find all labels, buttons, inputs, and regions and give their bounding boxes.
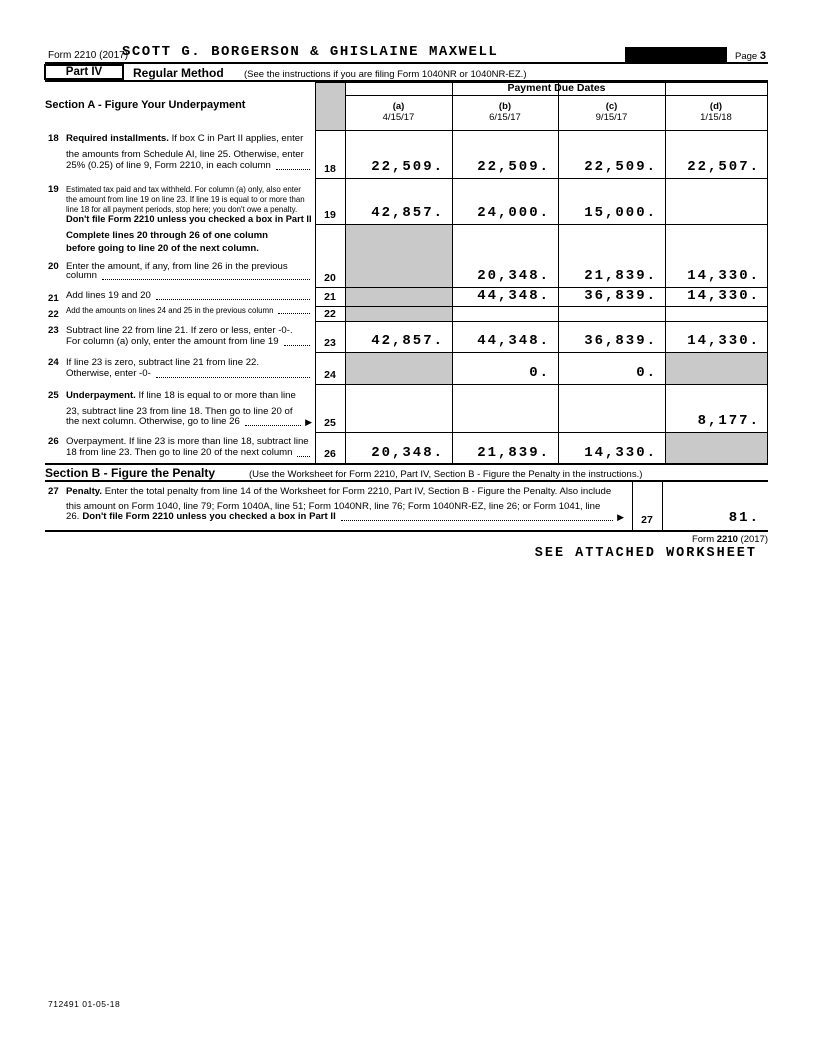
line24-value-b: 0. bbox=[529, 365, 550, 381]
part4-title: Regular Method bbox=[133, 66, 224, 80]
line25-num: 25 bbox=[48, 390, 59, 401]
col-d-letter: (d) bbox=[709, 101, 723, 112]
divider-section-b-top bbox=[45, 463, 768, 465]
line26-value-c: 14,330. bbox=[584, 445, 657, 461]
part4-note: (See the instructions if you are filing Form 1040NR or 1040NR-EZ.) bbox=[244, 69, 527, 80]
line26-label-2: 18 from line 23. Then go to line 20 of the next column bbox=[66, 447, 312, 458]
line24-label-2: Otherwise, enter -0- bbox=[66, 368, 312, 379]
line27-rownum: 27 bbox=[641, 514, 653, 526]
line26-value-a: 20,348. bbox=[371, 445, 444, 461]
line25-rownum: 25 bbox=[324, 417, 336, 429]
line19-label-1: Estimated tax paid and tax withheld. For column (a) only, also enter bbox=[66, 185, 301, 194]
dotted-leader bbox=[278, 305, 310, 314]
line27-label-1: Penalty. Enter the total penalty from line 14 of the Worksheet for Form 2210, Part IV, Section B - Figure the Penalty. Also include bbox=[66, 486, 612, 497]
col-a-letter: (a) bbox=[392, 101, 405, 112]
line20-label-1: Enter the amount, if any, from line 26 in the previous bbox=[66, 261, 288, 272]
line19-value-c: 15,000. bbox=[584, 205, 657, 221]
divider-section-b-bottom bbox=[45, 480, 768, 482]
divider-line27-bottom bbox=[45, 530, 768, 532]
line25-value-d: 8,177. bbox=[697, 413, 760, 429]
line20-value-b: 20,348. bbox=[477, 268, 550, 284]
line20-value-c: 21,839. bbox=[584, 268, 657, 284]
line27-label-2: this amount on Form 1040, line 79; Form 1040A, line 51; Form 1040NR, line 76; Form 1040NR-EZ, line 26; or Form 1041, line bbox=[66, 501, 601, 512]
section-b-note: (Use the Worksheet for Form 2210, Part IV, Section B - Figure the Penalty in the instructions.) bbox=[249, 469, 643, 480]
dotted-leader bbox=[297, 448, 310, 457]
line25-label-2: 23, subtract line 23 from line 18. Then go to line 20 of bbox=[66, 406, 293, 417]
section-a-title: Section A - Figure Your Underpayment bbox=[45, 99, 246, 111]
line24-rownum: 24 bbox=[324, 369, 336, 381]
form-number-label: Form 2210 (2017) bbox=[48, 50, 129, 61]
dotted-leader bbox=[102, 271, 310, 280]
line23-value-d: 14,330. bbox=[687, 333, 760, 349]
line26-value-b: 21,839. bbox=[477, 445, 550, 461]
page-indicator bbox=[735, 50, 766, 62]
line23-label-2: For column (a) only, enter the amount from line 19 bbox=[66, 336, 312, 347]
page-word: Page bbox=[735, 51, 758, 62]
divider-h bbox=[315, 306, 768, 307]
line21-rownum: 21 bbox=[324, 291, 336, 303]
dotted-leader bbox=[156, 291, 310, 300]
dotted-leader bbox=[284, 337, 310, 346]
line22-label: Add the amounts on lines 24 and 25 in the previous column bbox=[66, 305, 312, 315]
dotted-leader bbox=[156, 369, 310, 378]
line23-rownum: 23 bbox=[324, 337, 336, 349]
divider-header bbox=[45, 62, 768, 64]
line19-num: 19 bbox=[48, 184, 59, 195]
shaded-cell bbox=[345, 352, 452, 384]
arrow-right-icon: ▶ bbox=[617, 512, 624, 522]
divider-h bbox=[345, 95, 768, 96]
line19-rownum: 19 bbox=[324, 209, 336, 221]
line21-label: Add lines 19 and 20 bbox=[66, 290, 312, 301]
line19-value-b: 24,000. bbox=[477, 205, 550, 221]
shaded-cell bbox=[665, 432, 767, 464]
line18-label-3: 25% (0.25) of line 9, Form 2210, in each column bbox=[66, 160, 312, 171]
line22-rownum: 22 bbox=[324, 308, 336, 320]
divider-h bbox=[315, 352, 768, 353]
line21-value-d: 14,330. bbox=[687, 288, 760, 304]
line18-label-2: the amounts from Schedule AI, line 25. Otherwise, enter bbox=[66, 149, 304, 160]
part4-label: Part IV bbox=[65, 66, 103, 78]
line19-label-3: line 18 for all payment periods, stop here; you don't owe a penalty. bbox=[66, 205, 298, 214]
col-d-date: 1/15/18 bbox=[700, 112, 732, 123]
line23-value-b: 44,348. bbox=[477, 333, 550, 349]
line18-value-c: 22,509. bbox=[584, 159, 657, 175]
footer-form-label: Form 2210 (2017) bbox=[691, 534, 768, 545]
line23-value-c: 36,839. bbox=[584, 333, 657, 349]
line25-label-1: Underpayment. If line 18 is equal to or more than line bbox=[66, 390, 296, 401]
note20-label-2: before going to line 20 of the next column. bbox=[66, 243, 259, 254]
dotted-leader bbox=[341, 512, 613, 521]
line26-num: 26 bbox=[48, 436, 59, 447]
line23-value-a: 42,857. bbox=[371, 333, 444, 349]
shaded-cell bbox=[315, 82, 345, 130]
line26-rownum: 26 bbox=[324, 448, 336, 460]
line24-num: 24 bbox=[48, 357, 59, 368]
line18-value-b: 22,509. bbox=[477, 159, 550, 175]
line18-label-1: Required installments. If box C in Part II applies, enter bbox=[66, 133, 304, 144]
line18-num: 18 bbox=[48, 133, 59, 144]
divider-h bbox=[315, 384, 768, 385]
line22-num: 22 bbox=[48, 309, 59, 320]
divider-h bbox=[315, 321, 768, 322]
line27-label-3: 26. Don't file Form 2210 unless you checked a box in Part II ▶ bbox=[66, 511, 624, 522]
dotted-leader bbox=[245, 417, 301, 426]
payment-due-dates-header: Payment Due Dates bbox=[507, 82, 606, 94]
section-b-title: Section B - Figure the Penalty bbox=[45, 466, 216, 480]
line18-value-a: 22,509. bbox=[371, 159, 444, 175]
line27-num: 27 bbox=[48, 486, 59, 497]
line24-value-c: 0. bbox=[636, 365, 657, 381]
doc-code: 712491 01-05-18 bbox=[48, 999, 121, 1009]
line20-label-2: column bbox=[66, 270, 312, 281]
col-c-date: 9/15/17 bbox=[595, 112, 628, 123]
line19-value-a: 42,857. bbox=[371, 205, 444, 221]
divider-h bbox=[315, 178, 768, 179]
line23-num: 23 bbox=[48, 325, 59, 336]
col-c-letter: (c) bbox=[605, 101, 618, 112]
line21-value-b: 44,348. bbox=[477, 288, 550, 304]
line18-rownum: 18 bbox=[324, 163, 336, 175]
line21-num: 21 bbox=[48, 293, 59, 304]
arrow-right-icon: ▶ bbox=[305, 417, 312, 427]
line21-value-c: 36,839. bbox=[584, 288, 657, 304]
part4-label-box bbox=[44, 64, 124, 80]
divider-h bbox=[315, 224, 768, 225]
line25-label-3: the next column. Otherwise, go to line 26 ▶ bbox=[66, 416, 312, 427]
line20-rownum: 20 bbox=[324, 272, 336, 284]
line23-label-1: Subtract line 22 from line 21. If zero or less, enter -0-. bbox=[66, 325, 293, 336]
line19-label-4: Don't file Form 2210 unless you checked a box in Part II bbox=[66, 214, 312, 224]
divider-v bbox=[345, 82, 346, 464]
col-b-letter: (b) bbox=[498, 101, 512, 112]
line27-value: 81. bbox=[728, 510, 760, 526]
line18-value-d: 22,507. bbox=[687, 159, 760, 175]
taxpayer-name: SCOTT G. BORGERSON & GHISLAINE MAXWELL bbox=[122, 44, 499, 60]
col-b-date: 6/15/17 bbox=[489, 112, 521, 123]
note20-label-1: Complete lines 20 through 26 of one column bbox=[66, 230, 269, 241]
divider-h bbox=[315, 432, 768, 433]
line26-label-1: Overpayment. If line 23 is more than line 18, subtract line bbox=[66, 436, 309, 447]
attached-worksheet-note: SEE ATTACHED WORKSHEET bbox=[534, 546, 757, 561]
line19-label-2: the amount from line 19 on line 23. If line 19 is equal to or more than bbox=[66, 195, 305, 204]
line24-label-1: If line 23 is zero, subtract line 21 from line 22. bbox=[66, 357, 260, 368]
line20-num: 20 bbox=[48, 261, 59, 272]
shaded-cell bbox=[665, 352, 767, 384]
page-number: 3 bbox=[759, 50, 766, 62]
line20-value-d: 14,330. bbox=[687, 268, 760, 284]
divider-h bbox=[315, 130, 768, 131]
dotted-leader bbox=[276, 161, 310, 170]
col-a-date: 4/15/17 bbox=[382, 112, 415, 123]
